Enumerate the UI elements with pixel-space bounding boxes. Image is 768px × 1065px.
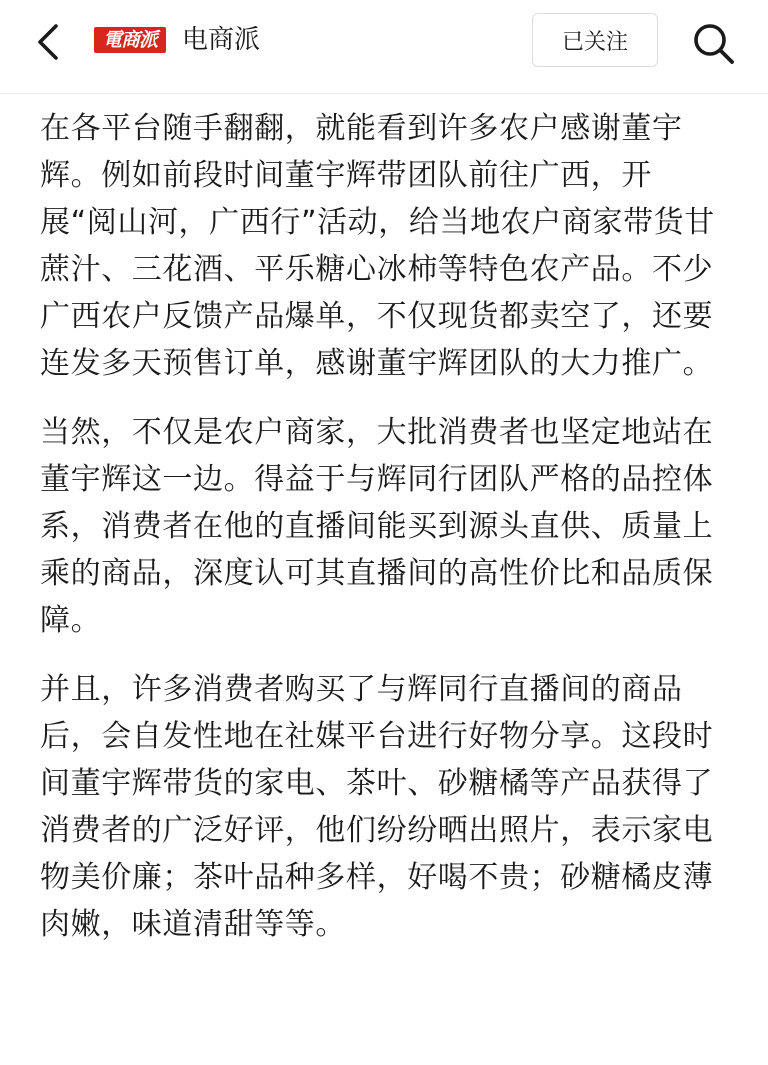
search-icon xyxy=(692,22,736,66)
top-bar xyxy=(0,0,768,94)
article-paragraph: 在各平台随手翻翻，就能看到许多农户感谢董宇辉。例如前段时间董宇辉带团队前往广西，开展“阅山河，广西行”活动，给当地农户商家带货甘蔗汁、三花酒、平乐糖心冰柿等特色农产品。不少广西农户反馈产品爆单，不仅现货都卖空了，还要连发多天预售订单，感谢董宇辉团队的大力推广。 xyxy=(40,111,715,381)
chevron-left-icon xyxy=(35,22,61,62)
back-button[interactable] xyxy=(28,20,68,64)
logo-text: 電商派 xyxy=(102,29,157,51)
search-button[interactable] xyxy=(690,20,738,68)
article-paragraph: 并且，许多消费者购买了与辉同行直播间的商品后，会自发性地在社媒平台进行好物分享。这段时间董宇辉带货的家电、茶叶、砂糖橘等产品获得了消费者的广泛好评，他们纷纷晒出照片，表示家电物美价廉；茶叶品种多样，好喝不贵；砂糖橘皮薄肉嫩，味道清甜等等。 xyxy=(40,672,714,942)
article-paragraph: 当然，不仅是农户商家，大批消费者也坚定地站在董宇辉这一边。得益于与辉同行团队严格的品控体系，消费者在他的直播间能买到源头直供、质量上乘的商品，深度认可其直播间的高性价比和品质保障。 xyxy=(40,415,714,638)
account-name[interactable]: 电商派 xyxy=(182,25,261,55)
article-body xyxy=(0,94,768,948)
follow-button[interactable]: 已关注 xyxy=(532,13,658,67)
account-logo[interactable] xyxy=(94,27,166,53)
